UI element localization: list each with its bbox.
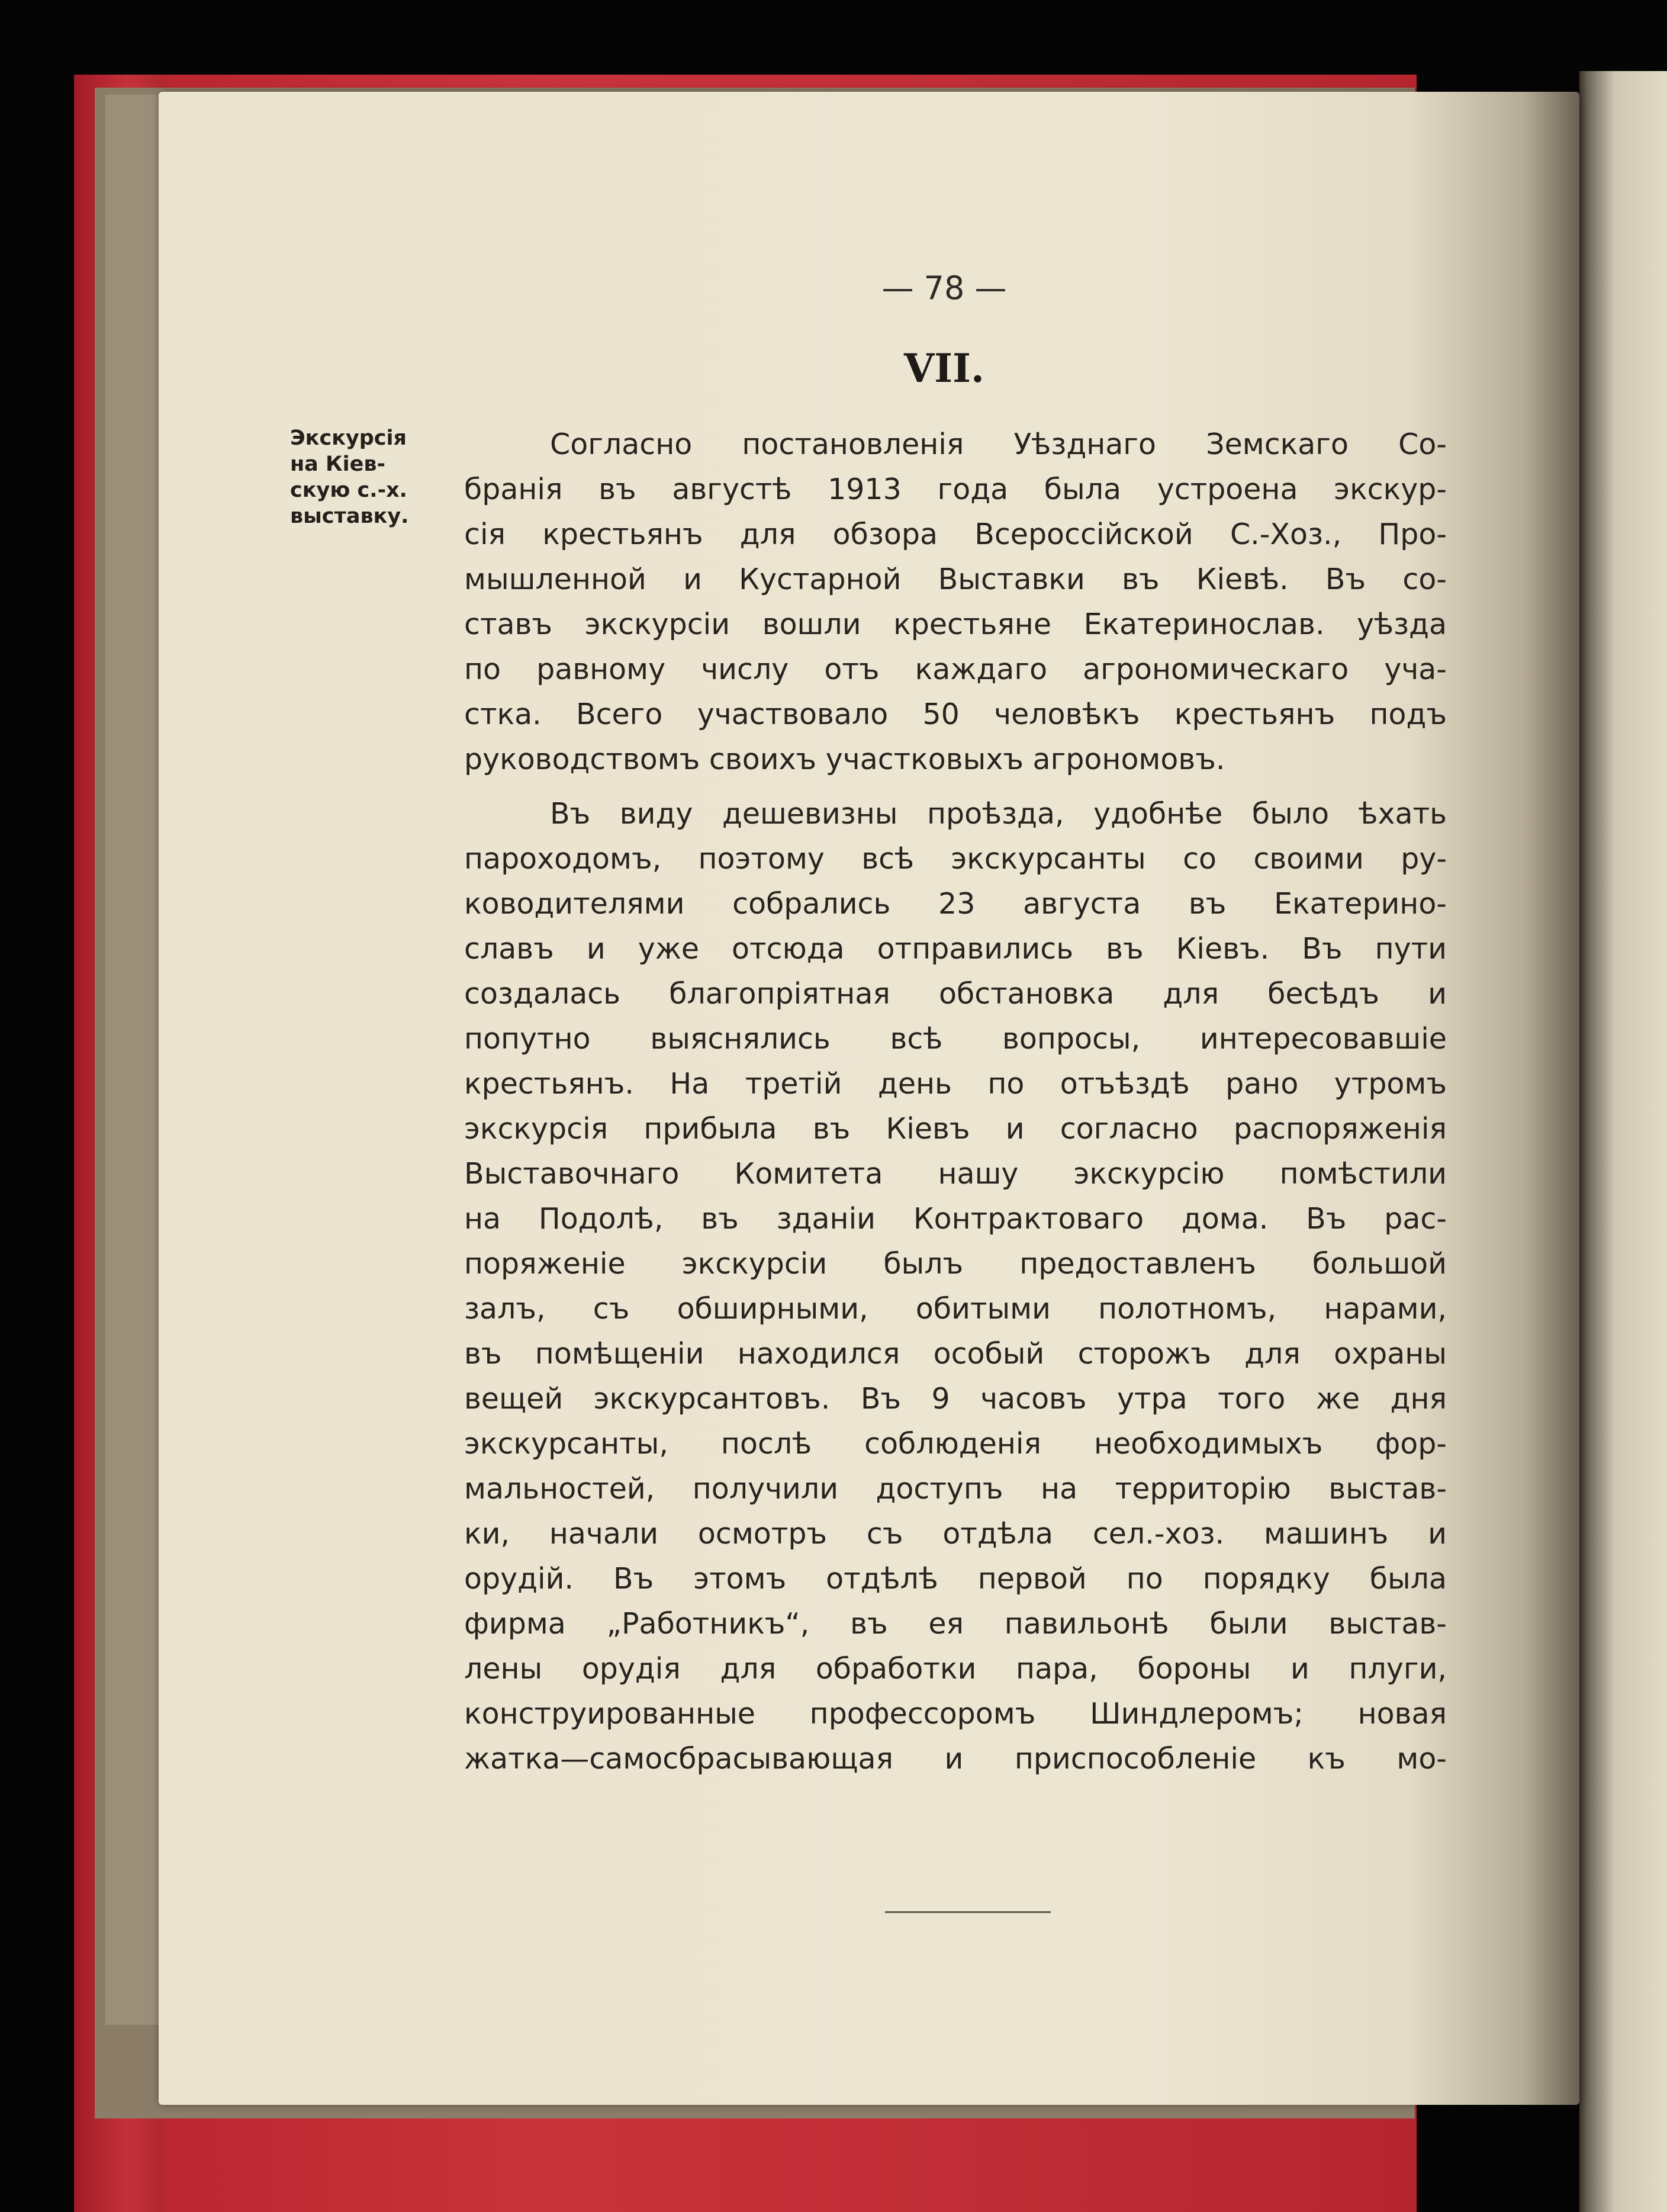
text-line: фирма „Работникъ“, въ ея павильонѣ были выстав- [464,1607,1447,1641]
text-line: сія крестьянъ для обзора Всероссійской С.-Хоз., Про- [464,517,1447,551]
facing-page [1579,71,1667,2212]
margin-note-line: выставку. [290,504,409,528]
text-line: экскурсанты, послѣ соблюденія необходимыхъ фор- [464,1427,1447,1461]
margin-note-line: Экскурсія [290,426,407,450]
text-line: лены орудія для обработки пара, бороны и плуги, [464,1652,1447,1686]
text-line: поряженіе экскурсіи былъ предоставленъ большой [464,1247,1447,1281]
text-line: вещей экскурсантовъ. Въ 9 часовъ утра того же дня [464,1382,1447,1416]
text-line: попутно выяснялись всѣ вопросы, интересовавшіе [464,1022,1447,1056]
page-number: — 78 — [881,269,1007,307]
text-line: орудій. Въ этомъ отдѣлѣ первой по порядку была [464,1562,1447,1596]
text-line: мальностей, получили доступъ на территорію выстав- [464,1472,1447,1506]
text-line: по равному числу отъ каждаго агрономическаго уча- [464,652,1447,686]
margin-note-line: скую с.-х. [290,478,407,502]
text-line: пароходомъ, поэтому всѣ экскурсанты со своими ру- [464,842,1447,876]
text-line: конструированные профессоромъ Шиндлеромъ; новая [464,1697,1447,1731]
text-line: на Подолѣ, въ зданіи Контрактоваго дома. Въ рас- [464,1202,1447,1236]
margin-note-line: на Кіев- [290,452,386,476]
text-line: ки, начали осмотръ съ отдѣла сел.-хоз. машинъ и [464,1517,1447,1551]
text-line: бранія въ августѣ 1913 года была устроена экскур- [464,472,1447,506]
text-line: ставъ экскурсіи вошли крестьяне Екатеринослав. уѣзда [464,607,1447,641]
text-line: стка. Всего участвовало 50 человѣкъ крестьянъ подъ [464,697,1447,731]
text-line: ководителями собрались 23 августа въ Екатерино- [464,887,1447,921]
text-line: Согласно постановленія Уѣзднаго Земскаго Со- [550,427,1447,461]
text-line: въ помѣщеніи находился особый сторожъ для охраны [464,1337,1447,1371]
chapter-heading: VII. [904,345,984,391]
text-line: крестьянъ. На третій день по отъѣздѣ рано утромъ [464,1067,1447,1101]
body-text [464,422,1447,1782]
text-line: залъ, съ обширными, обитыми полотномъ, нарами, [464,1292,1447,1326]
text-line: создалась благопріятная обстановка для бесѣдъ и [464,977,1447,1011]
text-line: Въ виду дешевизны проѣзда, удобнѣе было ѣхать [550,797,1447,831]
text-line: руководствомъ своихъ участковыхъ агрономовъ. [464,742,1225,776]
margin-note [290,425,450,529]
text-line: жатка—самосбрасывающая и приспособленіе къ мо- [464,1742,1447,1776]
text-line: мышленной и Кустарной Выставки въ Кіевѣ. Въ со- [464,562,1447,596]
closing-rule [885,1911,1051,1913]
text-line: экскурсія прибыла въ Кіевъ и согласно распоряженія [464,1112,1447,1146]
text-line: славъ и уже отсюда отправились въ Кіевъ. Въ пути [464,932,1447,966]
paragraph [464,792,1447,1782]
text-line: Выставочнаго Комитета нашу экскурсію помѣстили [464,1157,1447,1191]
paragraph [464,422,1447,782]
paragraph-gap [464,782,1447,792]
